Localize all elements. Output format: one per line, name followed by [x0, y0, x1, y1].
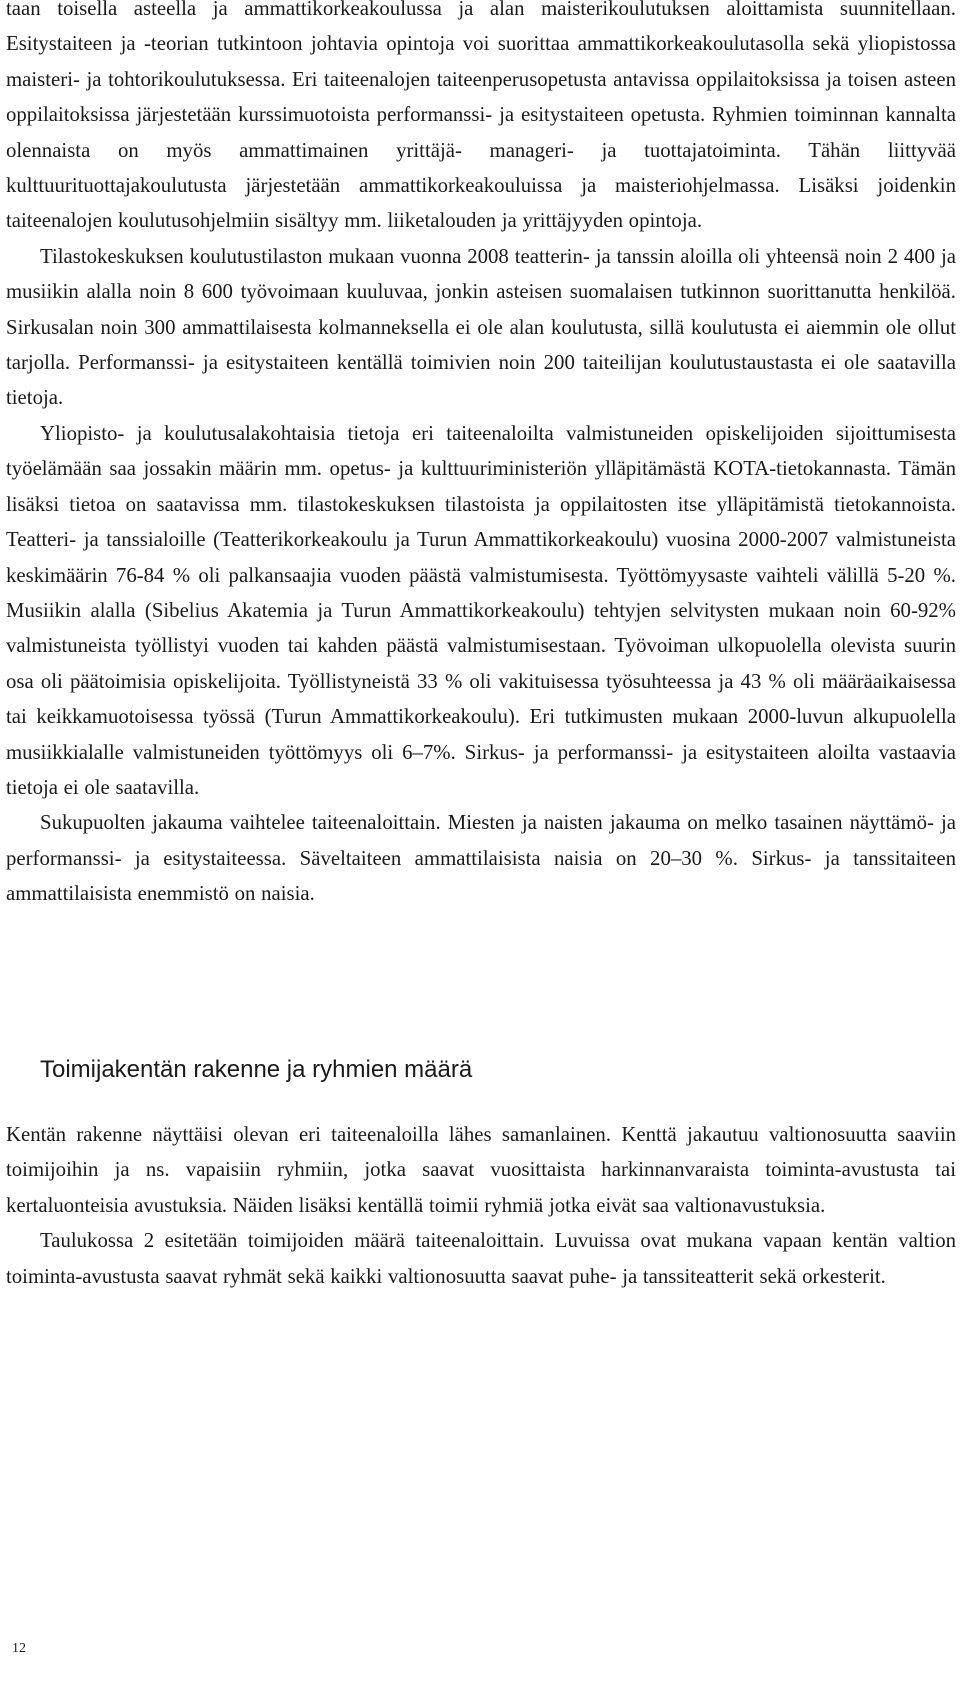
- paragraph-gender: Sukupuolten jakauma vaihtelee taiteenaloittain. Miesten ja naisten jakauma on melko tasainen näyttämö- ja performanssi- ja esitystaiteessa. Säveltaiteen ammattilaisista naisia on 20–30 %. Sirkus- ja tanssitaiteen ammattilaisista enemmistö on naisia.: [6, 811, 956, 906]
- paragraph-field-structure: Kentän rakenne näyttäisi olevan eri taiteenaloilla lähes samanlainen. Kenttä jakautuu valtionosuutta saaviin toimijoihin ja ns. vapaisiin ryhmiin, jotka saavat vuosittaista harkinnanvaraista toiminta-avustusta tai kertaluonteisia avustuksia. Näiden lisäksi kentällä toimii ryhmiä jotka eivät saa valtionavustuksia.: [6, 1123, 956, 1217]
- paragraph-statistics: Tilastokeskuksen koulutustilaston mukaan vuonna 2008 teatterin- ja tanssin aloilla oli yhteensä noin 2 400 ja musiikin alalla noin 8 600 työvoimaan kuuluvaa, jonkin asteisen suomalaisen tutkinnon suorittanutta henkilöä. Sirkusalan noin 300 ammattilaisesta kolmanneksella ei ole alan koulutusta, sillä koulutusta ei aiemmin ole ollut tarjolla. Performanssi- ja esitystaiteen kentällä toimivien noin 200 taiteilijan koulutustaustasta ei ole saatavilla tietoja.: [6, 244, 956, 410]
- paragraph-employment: Yliopisto- ja koulutusalakohtaisia tietoja eri taiteenaloilta valmistuneiden opiskelijoiden sijoittumisesta työelämään saa jossakin määrin mm. opetus- ja kulttuuriministeriön ylläpitämästä KOTA-tietokannasta. Tämän lisäksi tietoa on saatavissa mm. tilastokeskuksen tilastoista ja oppilaitosten itse ylläpitämistä tietokannoista. Teatteri- ja tanssialoille (Teatterikorkeakoulu ja Turun Ammattikorkeakoulu) vuosina 2000-2007 valmistuneista keskimäärin 76-84 % oli palkansaajia vuoden päästä valmistumisesta. Työttömyysaste vaihteli välillä 5-20 %. Musiikin alalla (Sibelius Akatemia ja Turun Ammattikorkeakoulu) tehtyjen selvitysten mukaan noin 60-92% valmistuneista työllistyi vuoden tai kahden päästä valmistumisestaan. Työvoiman ulkopuolella olevista suurin osa oli päätoimisia opiskelijoita. Työllistyneistä 33 % oli vakituisessa työsuhteessa ja 43 % oli määräaikaisessa tai keikkamuotoisessa työssä (Turun Ammattikorkeakoulu). Eri tutkimusten mukaan 2000-luvun alkupuolella musiikkialalle valmistuneiden työttömyys oli 6–7%. Sirkus- ja performanssi- ja esitystaiteen aloilta vastaavia tietoja ei ole saatavilla.: [6, 421, 956, 799]
- section-heading: Toimijakentän rakenne ja ryhmien määrä: [40, 1056, 473, 1083]
- paragraph-education: taan toisella asteella ja ammattikorkeakoulussa ja alan maisterikoulutuksen aloittamista suunnitellaan. Esitystaiteen ja -teorian tutkintoon johtavia opintoja voi suorittaa ammattikorkeakoulutasolla sekä yliopistossa maisteri- ja tohtorikoulutuksessa. Eri taiteenalojen taiteenperusopetusta antavissa oppilaitoksissa ja toisen asteen oppilaitoksissa järjestetään kurssimuotoista performanssi- ja esitystaiteen opetusta. Ryhmien toiminnan kannalta olennaista on myös ammattimainen yrittäjä- manageri- ja tuottajatoiminta. Tähän liittyvää kulttuurituottajakoulutusta järjestetään ammattikorkeakouluissa ja maisteriohjelmassa. Lisäksi joidenkin taiteenalojen koulutusohjelmiin sisältyy mm. liiketalouden ja yrittäjyyden opintoja.: [6, 0, 956, 233]
- document-body: [6, 0, 956, 912]
- page-number: 12: [12, 1641, 26, 1656]
- paragraph-table-reference: Taulukossa 2 esitetään toimijoiden määrä taiteenaloittain. Luvuissa ovat mukana vapaan kentän valtion toiminta-avustusta saavat ryhmät sekä kaikki valtionosuutta saavat puhe- ja tanssiteatterit sekä orkesterit.: [6, 1229, 956, 1288]
- text-column-section: [6, 1117, 956, 1294]
- text-column-top: [6, 0, 956, 912]
